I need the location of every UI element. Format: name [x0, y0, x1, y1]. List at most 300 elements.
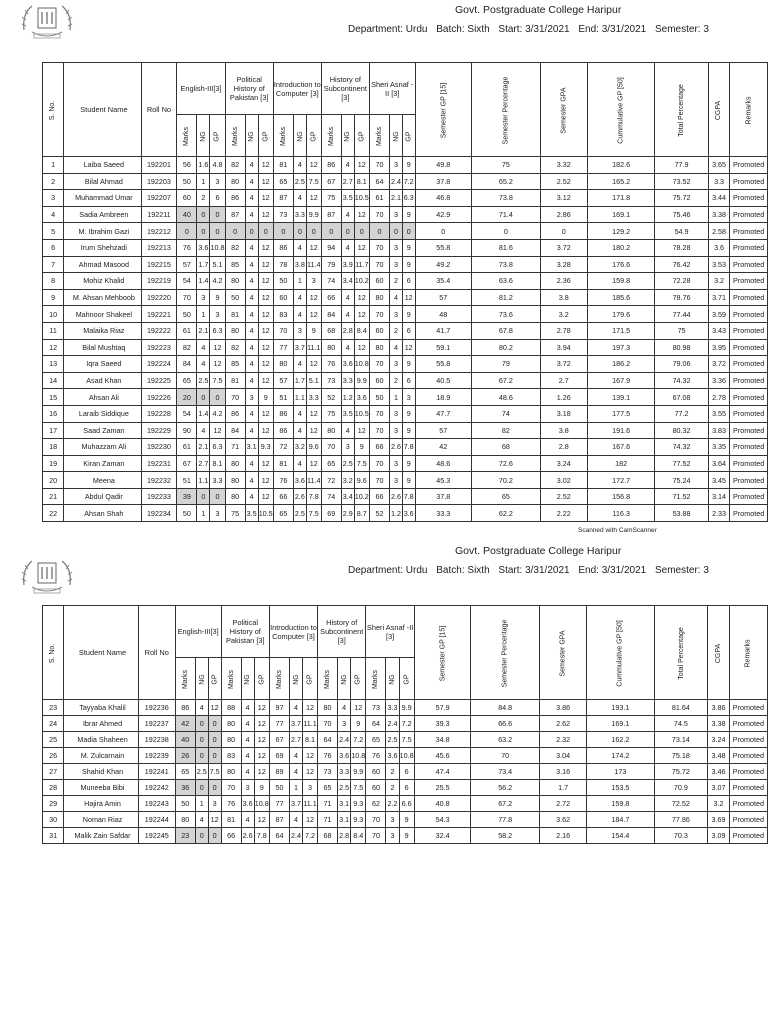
table-cell: 75 [321, 405, 341, 422]
table-cell: 2.4 [390, 173, 403, 190]
table-cell: 3 [208, 796, 221, 812]
table-cell: 3 [338, 716, 351, 732]
table-cell: 20 [177, 389, 197, 406]
table-cell: 3.3 [708, 173, 729, 190]
table-cell: 74.5 [654, 716, 708, 732]
table-cell: 3.6 [293, 472, 306, 489]
table-cell: 75.72 [655, 190, 709, 207]
table-cell: 31 [43, 828, 64, 844]
table-row [43, 422, 768, 439]
remarks-cell: Promoted [729, 700, 767, 716]
table-cell: 8.4 [354, 322, 369, 339]
table-cell: 70.3 [654, 828, 708, 844]
subcolumn-header [354, 115, 369, 157]
subcolumn-label: NG [198, 674, 206, 685]
student-name-cell: Laiba Saeed [64, 157, 141, 174]
table-cell: 68 [472, 439, 541, 456]
table-cell: 18.9 [415, 389, 472, 406]
table-cell: 64 [366, 716, 386, 732]
table-cell: 3.24 [540, 455, 587, 472]
table-row [43, 273, 768, 290]
table-cell: 12 [210, 422, 225, 439]
table-cell: 12 [303, 748, 318, 764]
table-cell: 74 [472, 405, 541, 422]
table-cell: 87 [225, 206, 245, 223]
table-cell: 1 [195, 796, 208, 812]
table-cell: 0 [415, 223, 472, 240]
roll-no-cell: 192234 [141, 505, 177, 522]
remarks-header [730, 63, 768, 157]
table-cell: 1.1 [197, 472, 210, 489]
table-cell: 3.64 [708, 455, 729, 472]
table-cell: 4.2 [210, 405, 225, 422]
remarks-header [729, 606, 767, 700]
table-cell: 3.2 [341, 472, 354, 489]
table-cell: 0 [210, 223, 225, 240]
subcolumn-label: Marks [275, 669, 283, 690]
table-cell: 26 [43, 748, 64, 764]
table-cell: 2.16 [540, 828, 587, 844]
table-cell: 0 [210, 389, 225, 406]
table-cell: 3.3 [210, 472, 225, 489]
table-cell: 3.2 [708, 796, 730, 812]
table-cell: 86 [225, 190, 245, 207]
table-cell: 9 [354, 439, 369, 456]
sem-gp-header [414, 606, 471, 700]
table-cell: 12 [306, 356, 321, 373]
table-cell: 4 [241, 748, 254, 764]
table-cell: 3.43 [708, 322, 729, 339]
table-cell: 48.6 [415, 455, 472, 472]
table-cell: 82 [472, 422, 541, 439]
table-cell: 169.1 [587, 716, 654, 732]
table-cell: 12 [303, 764, 318, 780]
roll-no-cell: 192244 [138, 812, 175, 828]
table-cell: 61 [177, 439, 197, 456]
table-cell: 3.12 [540, 190, 587, 207]
table-cell: 4 [390, 289, 403, 306]
table-cell: 12 [210, 339, 225, 356]
table-cell: 60 [273, 289, 293, 306]
table-row [43, 389, 768, 406]
table-cell: 87 [321, 206, 341, 223]
college-name: Govt. Postgraduate College Haripur [455, 545, 622, 557]
table-cell: 25 [43, 732, 64, 748]
table-cell: 3.9 [341, 256, 354, 273]
subcolumn-label: NG [296, 131, 304, 142]
table-cell: 12 [258, 455, 273, 472]
table-cell: 4 [245, 256, 258, 273]
table-cell: 3.7 [293, 339, 306, 356]
table-cell: 4 [290, 812, 303, 828]
table-cell: 73 [366, 700, 386, 716]
table-cell: 64 [269, 828, 289, 844]
table-cell: 45.3 [415, 472, 472, 489]
table-cell: 3.46 [708, 764, 730, 780]
student-name-header: Student Name [64, 606, 138, 700]
table-row [43, 306, 768, 323]
table-row [43, 256, 768, 273]
table-cell: 12 [210, 356, 225, 373]
table-cell: 4 [341, 289, 354, 306]
total-pct-label: Total Percentage [677, 627, 685, 680]
table-cell: 2.5 [338, 780, 351, 796]
table-cell: 7.5 [354, 455, 369, 472]
table-cell: 3 [390, 256, 403, 273]
table-cell: 6.3 [210, 322, 225, 339]
table-cell: 3.38 [708, 716, 730, 732]
remarks-cell: Promoted [730, 422, 768, 439]
table-cell: 64 [369, 173, 389, 190]
roll-no-cell: 192203 [141, 173, 177, 190]
table-cell: 50 [369, 389, 389, 406]
subcolumn-header [318, 658, 338, 700]
table-cell: 6 [402, 322, 415, 339]
subcolumn-header [341, 115, 354, 157]
table-cell: 3.69 [708, 812, 730, 828]
remarks-cell: Promoted [730, 472, 768, 489]
table-cell: 7.2 [399, 716, 414, 732]
table-cell: 12 [208, 700, 221, 716]
table-cell: 167.6 [587, 439, 654, 456]
table-cell: 3.65 [708, 157, 729, 174]
table-cell: 6 [399, 780, 414, 796]
table-cell: 67 [177, 455, 197, 472]
table-cell: 3.14 [708, 488, 729, 505]
table-cell: 3.4 [341, 273, 354, 290]
student-name-cell: M. Ahsan Mehboob [64, 289, 141, 306]
table-cell: 10.2 [354, 488, 369, 505]
table-cell: 79 [321, 256, 341, 273]
subcolumn-label: GP [403, 674, 411, 685]
table-cell: 8.4 [351, 828, 366, 844]
table-cell: 4 [390, 339, 403, 356]
subcolumn-label: GP [354, 674, 362, 685]
table-cell: 4 [197, 356, 210, 373]
table-row [43, 322, 768, 339]
table-cell: 72.52 [654, 796, 708, 812]
remarks-label: Remarks [745, 96, 753, 125]
total-pct-header [655, 63, 709, 157]
table-cell: 57.9 [414, 700, 471, 716]
table-cell: 174.2 [587, 748, 654, 764]
table-cell: 23 [43, 700, 64, 716]
roll-no-cell: 192230 [141, 439, 177, 456]
subcolumn-header [269, 658, 289, 700]
table-cell: 9 [402, 256, 415, 273]
table-cell: 4 [241, 732, 254, 748]
table-cell: 5.1 [210, 256, 225, 273]
table-cell: 80 [369, 339, 389, 356]
student-name-cell: Laraib Siddique [64, 405, 141, 422]
table-cell: 12 [354, 157, 369, 174]
table-cell: 9 [351, 716, 366, 732]
table-cell: 3.6 [402, 505, 415, 522]
table-cell: 50 [269, 780, 289, 796]
roll-no-cell: 192222 [141, 322, 177, 339]
subcolumn-header [258, 115, 273, 157]
table-cell: 2.6 [293, 488, 306, 505]
table-cell: 73 [318, 764, 338, 780]
table-cell: 179.6 [587, 306, 654, 323]
student-name-header: Student Name [64, 63, 141, 157]
table-cell: 7.8 [402, 488, 415, 505]
table-cell: 82 [225, 157, 245, 174]
table-cell: 2.7 [197, 455, 210, 472]
table-cell: 74 [321, 488, 341, 505]
table-cell: 2.1 [390, 190, 403, 207]
scanned-note: Scanned with CamScanner [578, 527, 657, 534]
table-cell: 2.78 [540, 322, 587, 339]
table-cell: 81 [225, 372, 245, 389]
table-cell: 75.46 [655, 206, 709, 223]
table-cell: 1 [197, 306, 210, 323]
subcolumn-label: Marks [324, 669, 332, 690]
table-cell: 80 [318, 700, 338, 716]
table-cell: 75.72 [654, 764, 708, 780]
table-row [43, 372, 768, 389]
remarks-cell: Promoted [730, 488, 768, 505]
table-cell: 4 [245, 422, 258, 439]
table-cell: 81 [225, 306, 245, 323]
sem-pct-header [472, 63, 541, 157]
table-cell: 12 [306, 157, 321, 174]
table-cell: 4 [341, 239, 354, 256]
subject-header: Introduction to Computer [3] [269, 606, 317, 658]
table-cell: 49.2 [415, 256, 472, 273]
table-cell: 47.4 [414, 764, 471, 780]
table-cell: 28 [43, 780, 64, 796]
table-cell: 3.44 [708, 190, 729, 207]
table-cell: 2 [390, 372, 403, 389]
table-cell: 4 [341, 157, 354, 174]
table-cell: 171.8 [587, 190, 654, 207]
subcolumn-label: Marks [327, 126, 335, 147]
department: Department: Urdu [348, 565, 428, 576]
start-date: Start: 3/31/2021 [498, 565, 570, 576]
subject-header: Sheri Asnaf -II [3] [369, 63, 415, 115]
table-cell: 76 [321, 356, 341, 373]
table-cell: 162.2 [587, 732, 654, 748]
table-cell: 165.2 [587, 173, 654, 190]
subcolumn-label: GP [405, 131, 413, 142]
table-cell: 2.62 [540, 716, 587, 732]
subcolumn-label: Marks [375, 126, 383, 147]
roll-no-cell: 192224 [141, 356, 177, 373]
roll-no-cell: 192245 [138, 828, 175, 844]
table-cell: 14 [43, 372, 64, 389]
table-cell: 3.6 [341, 356, 354, 373]
student-name-cell: Ahsan Shah [64, 505, 141, 522]
table-cell: 9.3 [351, 812, 366, 828]
sno-header [43, 606, 64, 700]
table-cell: 3.8 [293, 256, 306, 273]
subcolumn-label: GP [258, 674, 266, 685]
sem-gp-header [415, 63, 472, 157]
table-cell: 32.4 [414, 828, 471, 844]
remarks-cell: Promoted [730, 389, 768, 406]
subcolumn-label: Marks [279, 126, 287, 147]
table-cell: 171.5 [587, 322, 654, 339]
table-cell: 3 [303, 780, 318, 796]
table-cell: 37.8 [415, 173, 472, 190]
sno-label: S. No. [49, 643, 57, 664]
table-cell: 0 [306, 223, 321, 240]
table-cell: 2.9 [341, 505, 354, 522]
total-pct-header [654, 606, 708, 700]
table-cell: 2 [386, 780, 399, 796]
table-cell: 75.24 [655, 472, 709, 489]
subcolumn-label: GP [213, 131, 221, 142]
table-cell: 42 [415, 439, 472, 456]
table-row [43, 190, 768, 207]
table-cell: 11 [43, 322, 64, 339]
table-cell: 7.2 [303, 828, 318, 844]
table-cell: 3 [245, 389, 258, 406]
table-cell: 3.8 [540, 422, 587, 439]
table-cell: 12 [306, 405, 321, 422]
table-cell: 139.1 [587, 389, 654, 406]
table-cell: 24 [43, 716, 64, 732]
remarks-cell: Promoted [730, 306, 768, 323]
table-cell: 55.8 [415, 239, 472, 256]
table-cell: 12 [258, 322, 273, 339]
table-row [43, 223, 768, 240]
table-cell: 5 [43, 223, 64, 240]
table-cell: 86 [273, 239, 293, 256]
table-cell: 4 [245, 405, 258, 422]
table-cell: 1.7 [540, 780, 587, 796]
table-cell: 0 [210, 488, 225, 505]
table-cell: 3 [390, 206, 403, 223]
table-cell: 82 [225, 239, 245, 256]
table-cell: 0 [273, 223, 293, 240]
table-cell: 63.6 [472, 273, 541, 290]
table-cell: 3.07 [708, 780, 730, 796]
table-cell: 67.8 [472, 322, 541, 339]
table-cell: 3.59 [708, 306, 729, 323]
table-row [43, 764, 768, 780]
table-cell: 0 [197, 223, 210, 240]
table-cell: 70 [177, 289, 197, 306]
table-cell: 12 [354, 306, 369, 323]
table-cell: 74.32 [655, 372, 709, 389]
table-cell: 7.5 [351, 780, 366, 796]
table-cell: 3 [341, 439, 354, 456]
subcolumn-header [390, 115, 403, 157]
table-cell: 0 [177, 223, 197, 240]
table-cell: 81 [273, 455, 293, 472]
subject-header: Introduction to Computer [3] [273, 63, 321, 115]
table-cell: 3.8 [540, 289, 587, 306]
table-cell: 88 [221, 700, 241, 716]
table-cell: 50 [273, 273, 293, 290]
table-cell: 2.5 [386, 732, 399, 748]
table-cell: 2.1 [197, 322, 210, 339]
table-cell: 12 [258, 190, 273, 207]
table-cell: 4 [341, 306, 354, 323]
table-cell: 4 [197, 339, 210, 356]
table-cell: 8.1 [354, 173, 369, 190]
table-cell: 3 [390, 356, 403, 373]
remarks-cell: Promoted [729, 732, 767, 748]
table-cell: 70 [369, 472, 389, 489]
roll-no-cell: 192225 [141, 372, 177, 389]
batch-info [348, 24, 715, 35]
table-row [43, 405, 768, 422]
table-cell: 7.5 [306, 505, 321, 522]
subcolumn-header [366, 658, 386, 700]
table-cell: 70.2 [472, 472, 541, 489]
subcolumn-header [245, 115, 258, 157]
table-cell: 8 [43, 273, 64, 290]
table-cell: 85 [225, 256, 245, 273]
table-cell: 0 [258, 223, 273, 240]
subcolumn-header [351, 658, 366, 700]
student-name-cell: Bilal Ahmad [64, 173, 141, 190]
table-cell: 47.7 [415, 405, 472, 422]
table-cell: 56 [177, 157, 197, 174]
table-cell: 80 [321, 422, 341, 439]
table-cell: 84 [225, 422, 245, 439]
subcolumn-header [369, 115, 389, 157]
table-cell: 0 [195, 716, 208, 732]
subject-header: History of Subcontinent [3] [321, 63, 369, 115]
table-cell: 4 [245, 190, 258, 207]
roll-no-cell: 192236 [138, 700, 175, 716]
table-cell: 3.2 [708, 273, 729, 290]
sem-pct-label: Semester Percentage [502, 76, 510, 145]
table-cell: 0 [540, 223, 587, 240]
student-name-cell: Abdul Qadir [64, 488, 141, 505]
table-cell: 65 [175, 764, 195, 780]
table-cell: 10.8 [399, 748, 414, 764]
table-cell: 11.4 [306, 472, 321, 489]
table-cell: 7.8 [306, 488, 321, 505]
table-cell: 70 [369, 306, 389, 323]
table-cell: 4 [293, 405, 306, 422]
table-cell: 0 [341, 223, 354, 240]
roll-no-cell: 192228 [141, 405, 177, 422]
table-cell: 39.3 [414, 716, 471, 732]
table-cell: 70 [321, 439, 341, 456]
table-cell: 46.8 [415, 190, 472, 207]
table-cell: 3.3 [341, 372, 354, 389]
remarks-cell: Promoted [729, 780, 767, 796]
table-cell: 12 [354, 239, 369, 256]
table-cell: 70 [318, 716, 338, 732]
table-cell: 11.1 [303, 796, 318, 812]
table-row [43, 472, 768, 489]
table-cell: 116.3 [587, 505, 654, 522]
roll-no-cell: 192229 [141, 422, 177, 439]
table-cell: 2.33 [708, 505, 729, 522]
subcolumn-header [338, 658, 351, 700]
subcolumn-label: NG [248, 131, 256, 142]
roll-no-cell: 192211 [141, 206, 177, 223]
table-cell: 3.36 [708, 372, 729, 389]
table-cell: 69 [321, 505, 341, 522]
table-cell: 3.94 [540, 339, 587, 356]
table-cell: 2.8 [540, 439, 587, 456]
table-cell: 1.4 [197, 273, 210, 290]
table-cell: 12 [306, 422, 321, 439]
sem-gp-label: Semester GP [15] [439, 625, 447, 682]
student-name-cell: M. Zulcarnain [64, 748, 138, 764]
semester: Semester: 3 [654, 24, 709, 35]
subcolumn-header [303, 658, 318, 700]
table-cell: 7.5 [210, 372, 225, 389]
